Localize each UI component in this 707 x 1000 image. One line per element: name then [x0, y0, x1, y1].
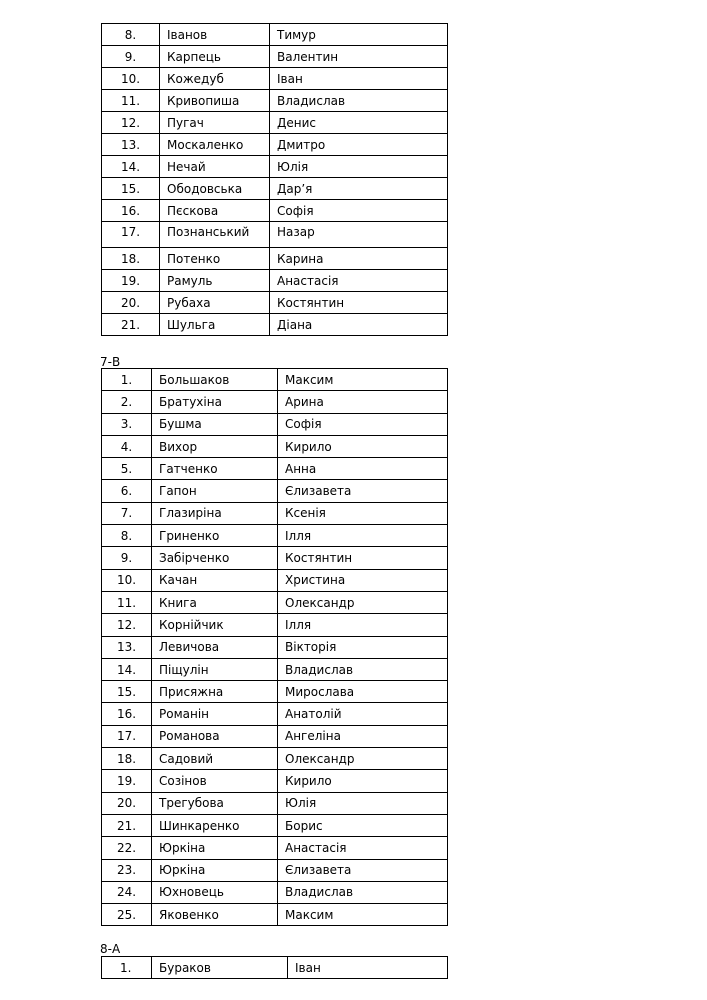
first-name-cell: Юлія	[270, 156, 448, 178]
surname-cell: Гриненко	[152, 525, 278, 547]
row-number: 1.	[102, 369, 152, 391]
row-number: 23.	[102, 859, 152, 881]
surname-cell: Бураков	[152, 957, 288, 979]
first-name-cell: Іван	[288, 957, 448, 979]
surname-cell: Пугач	[160, 112, 270, 134]
surname-cell: Качан	[152, 569, 278, 591]
surname-cell: Садовий	[152, 748, 278, 770]
student-table-8a	[101, 956, 448, 979]
table-row	[102, 480, 448, 502]
student-table-body	[102, 957, 448, 979]
row-number: 8.	[102, 525, 152, 547]
row-number: 17.	[102, 725, 152, 747]
first-name-cell: Дар’я	[270, 178, 448, 200]
row-number: 9.	[102, 547, 152, 569]
first-name-cell: Софія	[270, 200, 448, 222]
table-row	[102, 904, 448, 926]
first-name-cell: Анатолій	[278, 703, 448, 725]
first-name-cell: Кирило	[278, 770, 448, 792]
first-name-cell: Анастасія	[278, 837, 448, 859]
table-row	[102, 24, 448, 46]
row-number: 13.	[102, 134, 160, 156]
first-name-cell: Діана	[270, 314, 448, 336]
first-name-cell: Софія	[278, 413, 448, 435]
surname-cell: Яковенко	[152, 904, 278, 926]
table-row	[102, 178, 448, 200]
class-heading-7b: 7-В	[100, 355, 121, 369]
first-name-cell: Тимур	[270, 24, 448, 46]
first-name-cell: Вікторія	[278, 636, 448, 658]
surname-cell: Піщулін	[152, 658, 278, 680]
row-number: 15.	[102, 178, 160, 200]
surname-cell: Левичова	[152, 636, 278, 658]
first-name-cell: Максим	[278, 369, 448, 391]
first-name-cell: Денис	[270, 112, 448, 134]
row-number: 21.	[102, 814, 152, 836]
first-name-cell: Кирило	[278, 435, 448, 457]
table-row	[102, 134, 448, 156]
first-name-cell: Максим	[278, 904, 448, 926]
row-number: 25.	[102, 904, 152, 926]
table-row	[102, 658, 448, 680]
first-name-cell: Єлизавета	[278, 480, 448, 502]
surname-cell: Корнійчик	[152, 614, 278, 636]
row-number: 16.	[102, 703, 152, 725]
surname-cell: Познанський	[160, 222, 270, 248]
first-name-cell: Юлія	[278, 792, 448, 814]
surname-cell: Пєскова	[160, 200, 270, 222]
table-row	[102, 391, 448, 413]
row-number: 9.	[102, 46, 160, 68]
table-row	[102, 248, 448, 270]
surname-cell: Карпець	[160, 46, 270, 68]
surname-cell: Трегубова	[152, 792, 278, 814]
surname-cell: Москаленко	[160, 134, 270, 156]
table-row	[102, 222, 448, 248]
row-number: 13.	[102, 636, 152, 658]
surname-cell: Шульга	[160, 314, 270, 336]
table-row	[102, 770, 448, 792]
row-number: 20.	[102, 292, 160, 314]
row-number: 7.	[102, 502, 152, 524]
student-table-continued	[101, 23, 448, 336]
table-row	[102, 591, 448, 613]
row-number: 14.	[102, 658, 152, 680]
first-name-cell: Єлизавета	[278, 859, 448, 881]
surname-cell: Большаков	[152, 369, 278, 391]
surname-cell: Нечай	[160, 156, 270, 178]
first-name-cell: Владислав	[278, 658, 448, 680]
table-row	[102, 859, 448, 881]
surname-cell: Рамуль	[160, 270, 270, 292]
surname-cell: Романін	[152, 703, 278, 725]
surname-cell: Созінов	[152, 770, 278, 792]
table-row	[102, 681, 448, 703]
first-name-cell: Костянтин	[278, 547, 448, 569]
student-table-body	[102, 24, 448, 336]
table-row	[102, 547, 448, 569]
table-row	[102, 703, 448, 725]
table-row	[102, 792, 448, 814]
table-row	[102, 814, 448, 836]
row-number: 18.	[102, 248, 160, 270]
row-number: 11.	[102, 90, 160, 112]
class-heading-8a: 8-А	[100, 942, 121, 956]
row-number: 2.	[102, 391, 152, 413]
first-name-cell: Ксенія	[278, 502, 448, 524]
first-name-cell: Дмитро	[270, 134, 448, 156]
table-row	[102, 270, 448, 292]
table-row	[102, 156, 448, 178]
table-row	[102, 881, 448, 903]
row-number: 5.	[102, 458, 152, 480]
table-row	[102, 502, 448, 524]
first-name-cell: Олександр	[278, 591, 448, 613]
first-name-cell: Мирослава	[278, 681, 448, 703]
surname-cell: Гапон	[152, 480, 278, 502]
table-row	[102, 748, 448, 770]
row-number: 10.	[102, 569, 152, 591]
surname-cell: Юхновець	[152, 881, 278, 903]
first-name-cell: Анастасія	[270, 270, 448, 292]
first-name-cell: Карина	[270, 248, 448, 270]
surname-cell: Шинкаренко	[152, 814, 278, 836]
table-row	[102, 200, 448, 222]
first-name-cell: Валентин	[270, 46, 448, 68]
surname-cell: Ободовська	[160, 178, 270, 200]
first-name-cell: Ілля	[278, 614, 448, 636]
row-number: 6.	[102, 480, 152, 502]
surname-cell: Кожедуб	[160, 68, 270, 90]
row-number: 8.	[102, 24, 160, 46]
row-number: 16.	[102, 200, 160, 222]
table-row	[102, 369, 448, 391]
surname-cell: Братухіна	[152, 391, 278, 413]
table-row	[102, 525, 448, 547]
surname-cell: Гатченко	[152, 458, 278, 480]
first-name-cell: Олександр	[278, 748, 448, 770]
row-number: 20.	[102, 792, 152, 814]
table-row	[102, 292, 448, 314]
row-number: 19.	[102, 770, 152, 792]
row-number: 24.	[102, 881, 152, 903]
table-row	[102, 614, 448, 636]
row-number: 18.	[102, 748, 152, 770]
row-number: 22.	[102, 837, 152, 859]
row-number: 14.	[102, 156, 160, 178]
table-row	[102, 636, 448, 658]
table-row	[102, 314, 448, 336]
surname-cell: Забірченко	[152, 547, 278, 569]
surname-cell: Глазиріна	[152, 502, 278, 524]
first-name-cell: Ангеліна	[278, 725, 448, 747]
surname-cell: Іванов	[160, 24, 270, 46]
first-name-cell: Ілля	[278, 525, 448, 547]
row-number: 19.	[102, 270, 160, 292]
table-row	[102, 46, 448, 68]
first-name-cell: Борис	[278, 814, 448, 836]
first-name-cell: Арина	[278, 391, 448, 413]
row-number: 10.	[102, 68, 160, 90]
table-row	[102, 725, 448, 747]
first-name-cell: Христина	[278, 569, 448, 591]
surname-cell: Книга	[152, 591, 278, 613]
surname-cell: Потенко	[160, 248, 270, 270]
row-number: 1.	[102, 957, 152, 979]
row-number: 12.	[102, 112, 160, 134]
row-number: 12.	[102, 614, 152, 636]
row-number: 11.	[102, 591, 152, 613]
row-number: 3.	[102, 413, 152, 435]
row-number: 15.	[102, 681, 152, 703]
first-name-cell: Назар	[270, 222, 448, 248]
first-name-cell: Владислав	[278, 881, 448, 903]
surname-cell: Юркіна	[152, 837, 278, 859]
row-number: 4.	[102, 435, 152, 457]
surname-cell: Бушма	[152, 413, 278, 435]
table-row	[102, 458, 448, 480]
table-row	[102, 68, 448, 90]
first-name-cell: Владислав	[270, 90, 448, 112]
table-row	[102, 957, 448, 979]
surname-cell: Юркіна	[152, 859, 278, 881]
first-name-cell: Костянтин	[270, 292, 448, 314]
table-row	[102, 90, 448, 112]
row-number: 17.	[102, 222, 160, 248]
row-number: 21.	[102, 314, 160, 336]
surname-cell: Кривопиша	[160, 90, 270, 112]
first-name-cell: Анна	[278, 458, 448, 480]
surname-cell: Романова	[152, 725, 278, 747]
student-table-7b	[101, 368, 448, 926]
first-name-cell: Іван	[270, 68, 448, 90]
table-row	[102, 569, 448, 591]
table-row	[102, 413, 448, 435]
surname-cell: Рубаха	[160, 292, 270, 314]
table-row	[102, 837, 448, 859]
surname-cell: Присяжна	[152, 681, 278, 703]
table-row	[102, 435, 448, 457]
table-row	[102, 112, 448, 134]
surname-cell: Вихор	[152, 435, 278, 457]
student-table-body	[102, 369, 448, 926]
